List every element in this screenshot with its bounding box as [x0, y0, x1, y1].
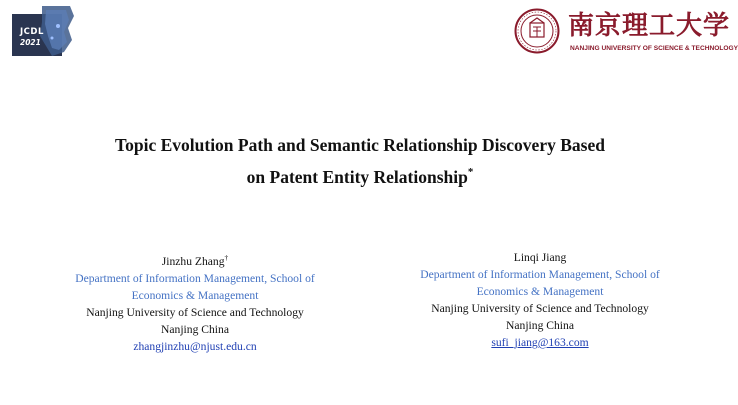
author-2-department-line-2: Economics & Management [476, 285, 604, 298]
author-2-name: Linqi Jiang [513, 251, 567, 264]
author-block-1 [35, 249, 355, 355]
university-name-chinese: 南京理工大学 [568, 11, 731, 41]
author-1-name: Jinzhu Zhang [161, 255, 225, 268]
university-seal-icon [514, 8, 560, 54]
university-name-english: NANJING UNIVERSITY OF SCIENCE & TECHNOLOGY [570, 45, 738, 52]
conference-logo [12, 6, 74, 56]
title-line-2-text: on Patent Entity Relationship [246, 167, 468, 187]
university-logo [514, 8, 738, 56]
title-line-2 [40, 159, 680, 191]
title-line-1: Topic Evolution Path and Semantic Relationship Discovery Based [115, 135, 605, 155]
author-block-2 [380, 249, 700, 351]
conference-badge-text: JCDL [20, 27, 44, 37]
author-2-institution: Nanjing University of Science and Technology [431, 302, 649, 315]
author-1-institution: Nanjing University of Science and Technology [86, 306, 304, 319]
title-footnote-marker: * [467, 166, 474, 178]
author-2-department-line-1: Department of Information Management, School of [420, 268, 660, 281]
conference-year: 2021 [20, 38, 41, 47]
author-2-location: Nanjing China [506, 319, 574, 332]
author-1-email[interactable]: zhangjinzhu@njust.edu.cn [133, 340, 257, 353]
author-1-department-line-2: Economics & Management [131, 289, 259, 302]
author-1-location: Nanjing China [161, 323, 229, 336]
author-2-email-link[interactable]: sufi_jiang@163.com [491, 336, 589, 349]
author-1-marker: † [224, 253, 229, 262]
author-1-name-line [35, 249, 355, 270]
paper-title [40, 132, 680, 191]
author-1-department-line-1: Department of Information Management, School of [75, 272, 315, 285]
